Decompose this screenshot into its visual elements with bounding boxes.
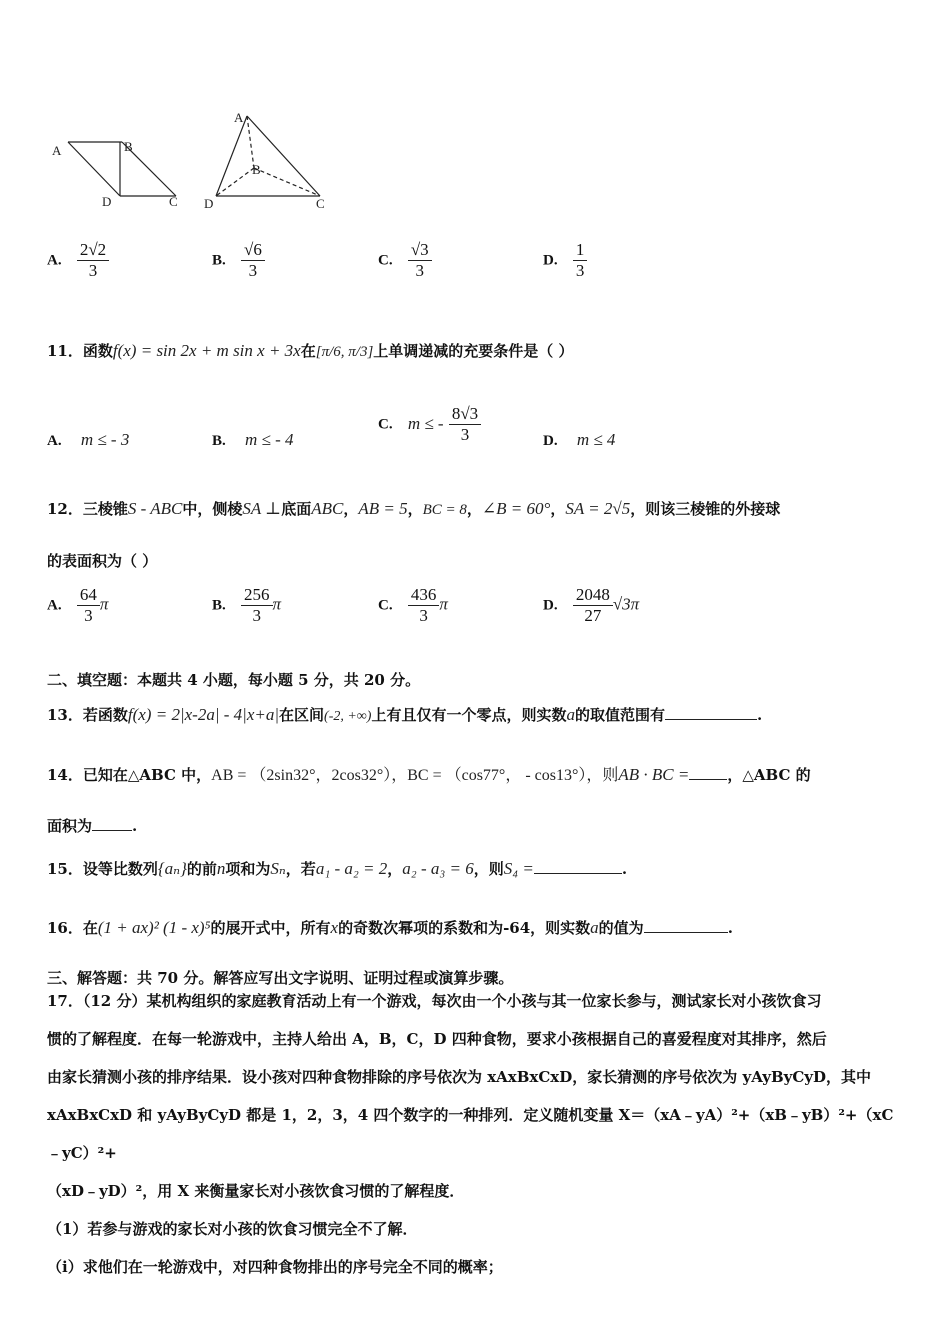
q11-option-b [212, 430, 294, 450]
fig-right-label-c: C [316, 196, 325, 211]
q11-b-expr: m ≤ - 4 [245, 430, 294, 449]
q15-text: 的前 [186, 860, 217, 878]
fig-left-label-b: B [124, 139, 133, 154]
q14-text: ，△ABC 的 [727, 766, 811, 784]
q12-option-b [212, 585, 281, 626]
q15-condition-2: a₂ - a₃ = 6 [402, 859, 474, 878]
option-label: D. [543, 433, 558, 449]
q15-s4: S₄ = [503, 859, 534, 878]
q12-number: 12．三棱锥 [47, 500, 128, 518]
q16-answer-blank[interactable] [644, 918, 728, 933]
q10-option-b [212, 240, 265, 281]
q15-number: 15．设等比数列 [47, 860, 158, 878]
q14-dot-product: AB · BC = [618, 765, 690, 784]
q11-c-num: 8√3 [449, 404, 481, 425]
option-label: B. [212, 433, 226, 449]
q15-sn: Sₙ [270, 859, 286, 878]
q14-number: 14．已知在△ABC 中， [47, 766, 212, 784]
q14-answer-blank-1[interactable] [689, 765, 727, 780]
q12-d-num: 2048 [573, 585, 613, 606]
section-3-heading: 三、解答题：共 70 分。解答应写出文字说明、证明过程或演算步骤。 [47, 969, 514, 987]
q12-option-c [378, 585, 448, 626]
q12-base: ABC [311, 499, 344, 518]
q14-vector-bc: BC = （cos77°， - cos13°），则 [407, 767, 619, 784]
q12-option-d [543, 585, 639, 626]
option-label: A. [47, 433, 62, 449]
geometry-figures [40, 100, 360, 220]
q11-option-a [47, 430, 129, 450]
q17-line-6: （1）若参与游戏的家长对小孩的饮食习惯完全不了解． [47, 1220, 418, 1238]
fig-right-label-a: A [234, 110, 244, 125]
q15-seq: {aₙ} [157, 859, 187, 878]
q12-b-num: 256 [241, 585, 273, 606]
option-label: A. [47, 252, 62, 269]
q13-number: 13．若函数 [47, 706, 128, 724]
fig-left-label-c: C [169, 194, 178, 209]
q16-stem: 16．在(1 + ax)² (1 - x)⁵的展开式中，所有x的奇数次幂项的系数和为-64，则实数a的值为 . [47, 918, 733, 937]
fig-left-label-a: A [52, 143, 62, 158]
q12-stem: 12．三棱锥S - ABC中，侧棱SA ⊥底面ABC，AB = 5，BC = 8，∠B = 60°，SA = 2√5，则该三棱锥的外接球 [47, 499, 781, 518]
q11-stem [47, 340, 574, 361]
q13-interval: (-2, +∞) [324, 709, 372, 724]
q11-formula: f(x) = sin 2x + m sin x + 3x [112, 341, 301, 360]
q17-body [47, 982, 907, 1286]
q14-stem [47, 762, 811, 785]
q15-text: ，若 [285, 860, 316, 878]
option-label: C. [378, 416, 393, 433]
q16-number: 16．在 [47, 919, 98, 937]
q12-a-tail: π [99, 594, 109, 614]
q12-bc: BC = 8 [422, 502, 467, 518]
fig-right-label-b: B [252, 162, 261, 177]
q16-x: x [330, 918, 339, 937]
q15-condition-1: a₁ - a₂ = 2 [315, 859, 388, 878]
option-label: D. [543, 252, 558, 269]
q10-d-den: 3 [575, 261, 585, 280]
q14-vector-ab: AB = （2sin32°，2cos32°）， [211, 767, 408, 784]
q11-interval: [π/6, π/3] [315, 344, 374, 360]
q12-a-num: 64 [77, 585, 100, 606]
q12-c-den: 3 [419, 606, 428, 625]
q16-text: 的奇数次幂项的系数和为-64，则实数 [338, 919, 591, 937]
q14-stem-line2: 面积为 . [47, 817, 138, 835]
q10-a-den: 3 [88, 261, 98, 280]
option-label: C. [378, 252, 393, 269]
q14-line2-text: 面积为 [47, 817, 93, 835]
q17-line-7: （ⅰ）求他们在一轮游戏中，对四种食物排出的序号完全不同的概率； [47, 1258, 503, 1276]
q16-expression: (1 + ax)² (1 - x)⁵ [97, 918, 211, 937]
q12-a-den: 3 [84, 606, 93, 625]
q10-b-den: 3 [248, 261, 258, 280]
q17-line-4: xAxBxCxD 和 yAyByCyD 都是 1，2，3，4 四个数字的一种排列．定义随机变量 X＝（xA﹣yA）²+（xB﹣yB）²+（xC﹣yC）²+ [47, 1106, 894, 1162]
q10-a-num: 2√2 [77, 240, 109, 261]
q10-option-d [543, 240, 587, 281]
q11-option-c [378, 404, 481, 445]
q12-pyramid: S - ABC [127, 499, 183, 518]
q12-ab: AB = 5 [358, 499, 408, 518]
q11-text-mid: 在 [300, 342, 316, 360]
q12-angle: ∠B = 60° [481, 499, 551, 518]
q13-stem: 13．若函数f(x) = 2|x-2a| - 4|x+a|在区间(-2, +∞)上有且仅有一个零点，则实数a的取值范围有 . [47, 705, 763, 724]
q10-option-c [378, 240, 432, 281]
q16-text: 的值为 [598, 919, 644, 937]
q10-option-a [47, 240, 109, 281]
q12-d-den: 27 [584, 606, 602, 625]
fig-left-label-d: D [102, 194, 112, 209]
option-label: B. [212, 597, 226, 614]
q11-c-den: 3 [460, 425, 470, 444]
q12-text: ，则该三棱锥的外接球 [630, 500, 781, 518]
q12-d-tail: √3π [612, 594, 640, 614]
q12-sa-perp: SA ⊥ [242, 499, 282, 518]
q12-c-tail: π [439, 594, 448, 614]
q13-text: 的取值范围有 [574, 706, 665, 724]
q10-c-num: √3 [408, 240, 432, 261]
q14-answer-blank-2[interactable] [92, 816, 132, 831]
q15-stem: 15．设等比数列{aₙ}的前n项和为Sₙ，若a₁ - a₂ = 2，a₂ - a₃ = 6，则S₄ = . [47, 859, 628, 878]
q12-sa: SA = 2√5 [565, 499, 631, 518]
q10-c-den: 3 [415, 261, 424, 280]
q13-var: a [566, 705, 575, 724]
option-label: C. [378, 597, 393, 614]
option-label: D. [543, 597, 558, 614]
q16-a: a [590, 918, 599, 937]
q15-text: ，则 [473, 860, 504, 878]
q11-text-end: 上单调递减的充要条件是（ ） [373, 342, 574, 360]
q12-b-den: 3 [252, 606, 261, 625]
q12-text: 底面 [281, 500, 312, 518]
q17-line-1: 17．（12 分）某机构组织的家庭教育活动上有一个游戏，每次由一个小孩与其一位家长参与，测试家长对小孩饮食习 [47, 992, 822, 1010]
q12-c-num: 436 [408, 585, 440, 606]
section-2-heading: 二、填空题：本题共 4 小题，每小题 5 分，共 20 分。 [47, 671, 421, 689]
q15-n: n [216, 859, 226, 878]
option-label: B. [212, 252, 226, 269]
q17-line-3: 由家长猜测小孩的排序结果．设小孩对四种食物排除的序号依次为 xAxBxCxD，家长猜测的序号依次为 yAyByCyD，其中 [47, 1068, 872, 1086]
q16-text: 的展开式中，所有 [210, 919, 331, 937]
q11-a-expr: m ≤ - 3 [80, 430, 130, 449]
option-label: A. [47, 597, 62, 614]
q13-text: 上有且仅有一个零点，则实数 [371, 706, 567, 724]
q10-b-num: √6 [241, 240, 265, 261]
q10-d-num: 1 [573, 240, 588, 261]
q12-text: 中，侧棱 [182, 500, 243, 518]
q13-answer-blank[interactable] [665, 705, 757, 720]
q11-d-expr: m ≤ 4 [576, 430, 616, 449]
q12-stem-line2: 的表面积为（ ） [47, 552, 158, 570]
q17-line-5: （xD﹣yD）²，用 X 来衡量家长对小孩饮食习惯的了解程度． [47, 1182, 465, 1200]
q15-text: 项和为 [225, 860, 271, 878]
q13-text: 在区间 [279, 706, 325, 724]
fig-right-label-d: D [204, 196, 214, 211]
q12-b-tail: π [272, 594, 282, 614]
q11-number: 11．函数 [47, 342, 113, 360]
q11-option-d [543, 430, 615, 450]
q11-c-expr: m ≤ - [407, 413, 444, 433]
q13-formula: f(x) = 2|x-2a| - 4|x+a| [127, 705, 280, 724]
q12-option-a [47, 585, 108, 626]
q17-line-2: 惯的了解程度．在每一轮游戏中，主持人给出 A，B，C，D 四种食物，要求小孩根据自己的喜爱程度对其排序，然后 [47, 1030, 827, 1048]
q15-answer-blank[interactable] [534, 859, 622, 874]
